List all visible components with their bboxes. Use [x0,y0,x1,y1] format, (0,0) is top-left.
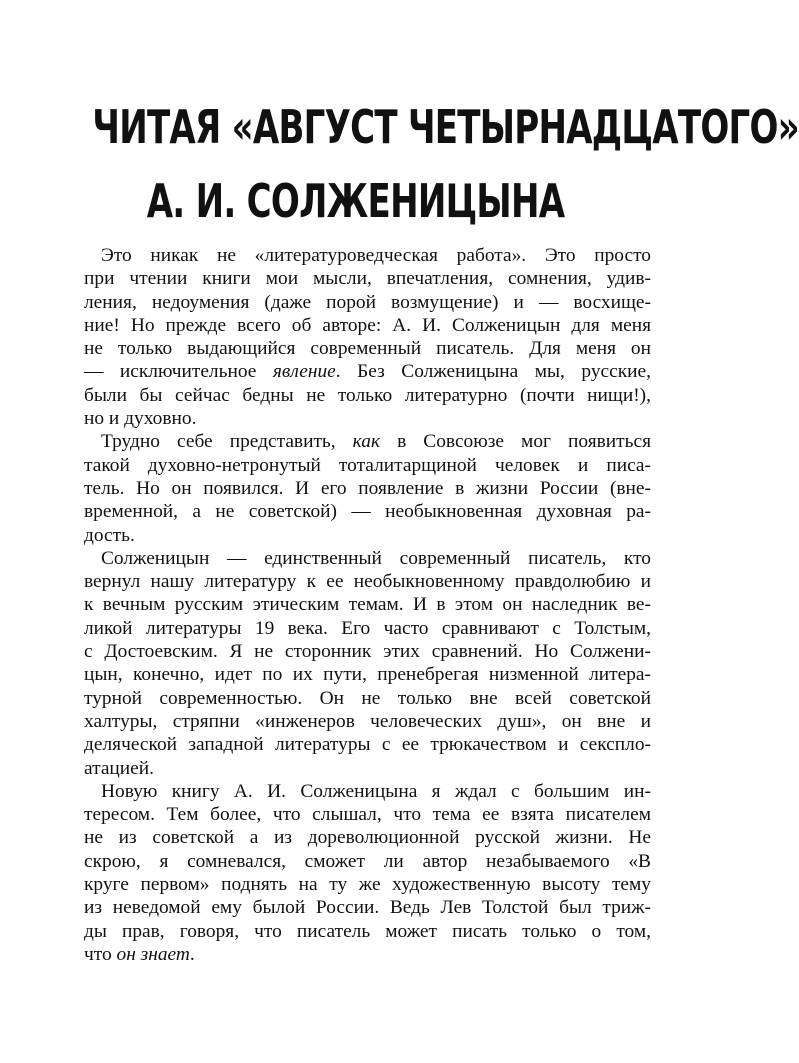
text-line: ние! Но прежде всего об авторе: А. И. Солженицын для меня [84,314,651,336]
text-line: деляческой западной литературы с ее трюкачеством и сексплo- [84,734,651,756]
text-line: атацией. [84,757,155,779]
text-line: Трудно себе представить, как в Совсоюзе мог появиться [101,431,652,453]
text-line: ликой литературы 19 века. Его часто сравнивают с Толстым, [84,617,651,639]
text-line: халтуры, стряпни «инженеров человеческих душ», он вне и [84,710,651,732]
text-line: что он знает. [84,943,195,965]
text-line: Солженицын — единственный современный писатель, кто [101,547,651,569]
text-line: к вечным русским этическим темам. И в этом он наследник ве- [84,594,651,616]
text-line: дость. [84,524,135,546]
title-line-2: А. И. СОЛЖЕНИЦЫНА [146,174,565,228]
text-line: ления, недоумения (даже порой возмущение) и — восхище- [84,291,651,313]
text-line: не только выдающийся современный писатель. Для меня он [84,338,651,360]
text-line: вернул нашу литературу к ее необыкновенному правдолюбию и [84,571,651,593]
text-line: временной, а не советской) — необыкновенная духовная ра- [84,501,651,523]
text-line: при чтении книги мои мысли, впечатления, сомнения, удив- [84,268,651,290]
italic-text: явление [272,361,336,383]
body-text [84,244,651,966]
text-line: цын, конечно, идет по их пути, пренебрегая низменной литера- [84,664,651,686]
text-line: были бы сейчас бедны не только литературно (почти нищи!), [84,384,651,406]
text-line: тель. Но он появился. И его появление в жизни России (вне- [84,477,651,499]
italic-text: он знает [116,943,190,965]
text-line: такой духовно-нетронутый тоталитарщиной человек и писа- [84,454,651,476]
text-line: тересом. Тем более, что слышал, что тема ее взята писателем [84,804,651,826]
text-line: но и духовно. [84,408,197,430]
title-line-1: ЧИТАЯ «АВГУСТ ЧЕТЫРНАДЦАТОГО» [92,100,799,154]
text-line: — исключительное явление. Без Солженицына мы, русские, [84,361,652,383]
text-line: Это никак не «литературоведческая работа». Это просто [101,245,651,266]
text-line: скрою, я сомневался, сможет ли автор незабываемого «В [84,850,651,872]
italic-text: как [352,431,381,453]
text-line: Новую книгу А. И. Солженицына я ждал с большим ин- [101,780,651,802]
text-line: ды прав, говоря, что писатель может писать только о том, [84,920,651,942]
text-line: с Достоевским. Я не сторонник этих сравнений. Но Солжени- [84,641,651,663]
text-line: из неведомой ему былой России. Ведь Лев Толстой был триж- [84,897,651,919]
text-line: не из советской а из дореволюционной русской жизни. Не [84,827,651,849]
text-line: круге первом» поднять на ту же художественную высоту тему [84,874,651,896]
text-line: турной современностью. Он не только вне всей советской [84,687,651,709]
